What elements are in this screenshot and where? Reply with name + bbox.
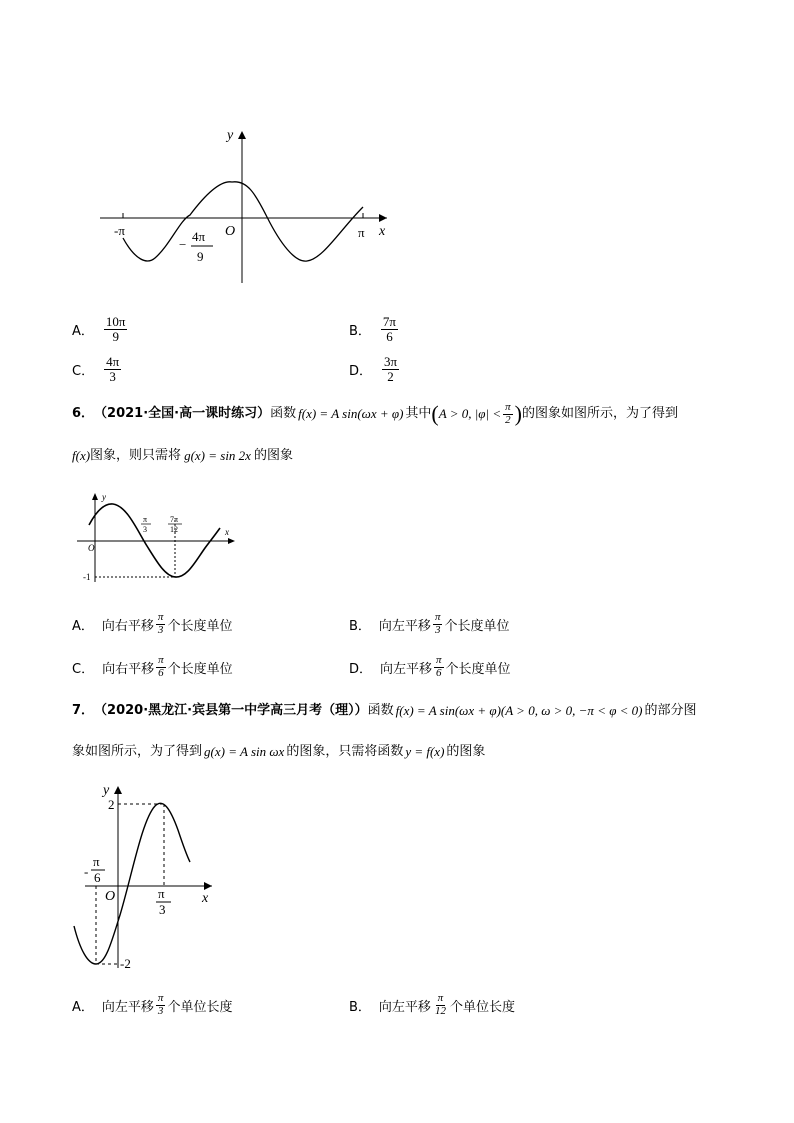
- q7-neg2-label: -2: [120, 956, 131, 971]
- q5-pi-label: π: [358, 225, 365, 240]
- q6-curve: [89, 504, 220, 577]
- q7-curve: [74, 803, 190, 964]
- q7-function: f(x) = A sin(ωx + φ)(A > 0, ω > 0, −π < φ < 0): [395, 703, 643, 718]
- option-label: C．: [72, 363, 95, 379]
- svg-text:-: -: [84, 864, 89, 879]
- q6-number: 6．: [72, 405, 95, 421]
- option-label: D．: [349, 363, 373, 379]
- q7-option-b[interactable]: B． 向左平移 $\frac{\pi}{12}$ 个单位长度: [349, 992, 515, 1017]
- q7-origin-label: O: [105, 889, 116, 904]
- q5-graph: [95, 125, 395, 290]
- q5-x-label: x: [379, 224, 386, 239]
- option-label: A．: [72, 323, 94, 339]
- q7-source: （2020·黑龙江·宾县第一中学高三月考（理））: [94, 703, 368, 718]
- q5-option-c[interactable]: C． $\frac{4\pi}{3}$: [72, 354, 120, 384]
- q7-stem-line1: 7． （2020·黑龙江·宾县第一中学高三月考（理）） 函数 f(x) = A sin(ωx + φ)(A > 0, ω > 0, −π < φ < 0) 的部分图: [72, 703, 697, 718]
- q6-source: （2021·全国·高一课时练习）: [94, 405, 271, 421]
- q7-x-label: x: [202, 891, 209, 906]
- q6-y-label: y: [102, 492, 106, 502]
- q7-two-label: 2: [108, 797, 115, 812]
- svg-text:12: 12: [170, 525, 178, 534]
- q5-option-b[interactable]: B． $\frac{7\pi}{6}$: [349, 314, 396, 344]
- q5-origin-label: O: [225, 224, 236, 239]
- q6-stem-line1: 6． （2021·全国·高一课时练习） 函数 f(x) = A sin(ωx + φ) 其中 ( A > 0, |φ| < $\frac{\pi}{2}$ ) 的图象如图所示，为了得到: [72, 401, 678, 426]
- q6-origin-label: O: [88, 543, 95, 553]
- q6-option-b[interactable]: B． 向左平移 $\frac{\pi}{3}$ 个长度单位: [349, 611, 510, 636]
- q5-option-d[interactable]: D． $\frac{3\pi}{2}$: [349, 354, 398, 384]
- q7-option-a[interactable]: A． 向左平移 $\frac{\pi}{3}$ 个单位长度: [72, 992, 233, 1017]
- q5-neg-pi-label: -π: [114, 223, 125, 238]
- svg-text:π: π: [158, 886, 165, 901]
- svg-text:π: π: [143, 515, 148, 524]
- q6-function: f(x) = A sin(ωx + φ): [298, 405, 404, 421]
- q7-stem-line2: 象如图所示，为了得到 g(x) = A sin ωx 的图象，只需将函数 y = f(x) 的图象: [72, 744, 486, 759]
- q6-option-d[interactable]: D． 向左平移 $\frac{\pi}{6}$ 个长度单位: [349, 654, 511, 679]
- q6-minus1-label: -1: [83, 572, 91, 582]
- option-label: B．: [349, 323, 371, 339]
- q7-graph: [70, 780, 220, 975]
- q5-y-label: y: [227, 128, 234, 143]
- q5-tick-minus: −: [179, 237, 187, 252]
- q7-number: 7．: [72, 703, 95, 718]
- svg-text:3: 3: [143, 525, 147, 534]
- q5-tick-den: 9: [197, 249, 204, 264]
- q5-curve: [123, 182, 363, 261]
- svg-text:6: 6: [94, 870, 101, 885]
- svg-text:3: 3: [159, 902, 166, 917]
- q7-y-label: y: [103, 783, 110, 798]
- svg-text:7π: 7π: [170, 515, 179, 524]
- q6-x-label: x: [225, 527, 229, 537]
- q5-option-a[interactable]: A． $\frac{10\pi}{9}$: [72, 314, 126, 344]
- q6-stem-line2: f(x) 图象，则只需将 g(x) = sin 2x 的图象: [72, 448, 293, 463]
- q6-graph: [75, 490, 240, 585]
- q6-option-c[interactable]: C． 向右平移 $\frac{\pi}{6}$ 个长度单位: [72, 654, 233, 679]
- q6-option-a[interactable]: A． 向右平移 $\frac{\pi}{3}$ 个长度单位: [72, 611, 233, 636]
- svg-text:π: π: [93, 854, 100, 869]
- q5-tick-num: 4π: [192, 229, 206, 244]
